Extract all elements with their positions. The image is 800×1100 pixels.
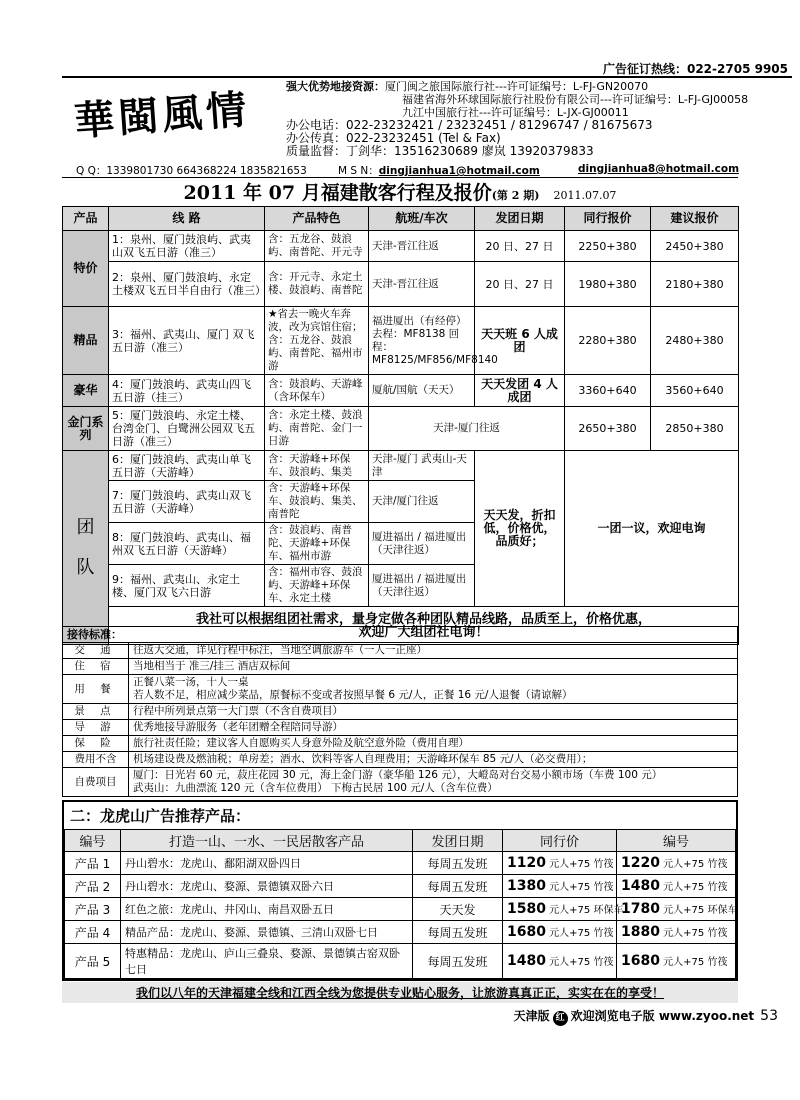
standard-value: 优秀地接导游服务（老年团赠全程陪同导游）: [129, 720, 738, 736]
agency-2: 福建省海外环球国际旅行社股份有限公司---许可证编号：L-FJ-GJ00058: [402, 93, 749, 106]
quality-supervision: 质量监督：丁剑华：13516230689 廖岚 13920379833: [286, 144, 594, 158]
product-name: 丹山碧水：龙虎山、婺源、景德镇双卧六日: [121, 875, 413, 898]
route-cell: 5：厦门鼓浪屿、永定土楼、台湾金门、白鹭洲公园双飞五日游（准三）: [109, 407, 265, 451]
peer-price-unit: 元人+75 竹筏: [549, 957, 614, 968]
page-title: [62, 177, 738, 205]
suggest-price: [617, 852, 736, 875]
col-header: 产品特色: [265, 207, 369, 231]
peer-price-value: 1380: [507, 878, 546, 894]
msn-email-2[interactable]: dingjianhua8@hotmail.com: [578, 163, 740, 175]
standard-row: [63, 720, 738, 736]
header-info: [286, 80, 796, 158]
standard-value: 往返大交通，详见行程中标注，当地空调旅游车（一人一正座）: [129, 643, 738, 659]
suggest-price: [617, 944, 736, 979]
route-cell: 3：福州、武夷山、厦门 双飞五日游（准三）: [109, 307, 265, 375]
agency-1: 厦门闽之旅国际旅行社---许可证编号：L-FJ-GN20070: [385, 80, 649, 93]
transport-cell: 天津-厦门往返: [369, 407, 565, 451]
red-badge-icon: 红: [553, 1011, 568, 1026]
footer: [514, 1007, 778, 1026]
feature-cell: 含：五龙谷、鼓浪屿、南普陀、开元寺: [265, 231, 369, 262]
category-jinmen: 金门系列: [63, 407, 109, 451]
title-text: 2011 年 07 月福建散客行程及报价: [183, 182, 492, 204]
feature-cell: 含：鼓浪屿、天游峰（含环保车）: [265, 375, 369, 407]
longhushan-section: [62, 800, 738, 981]
standard-row: [63, 643, 738, 659]
suggest-price-value: 1880: [621, 924, 660, 940]
suggest-price-value: 1780: [621, 901, 660, 917]
product-dates: 天天发: [413, 898, 503, 921]
peer-price: [503, 898, 624, 921]
peer-price-cell: 2280+380: [565, 307, 651, 375]
category-tejia: 特价: [63, 231, 109, 307]
feature-cell: 含：天游峰+环保车、鼓浪屿、集美、南普陀: [265, 481, 369, 523]
table-row: [63, 407, 739, 451]
standard-key: 住 宿: [63, 659, 129, 675]
product-no: 产品 4: [65, 921, 121, 944]
col-header: 线 路: [109, 207, 265, 231]
standard-row: [63, 736, 738, 752]
title-date: 2011.07.07: [553, 189, 617, 202]
qq-numbers: Q Q：1339801730 664368224 1835821653: [76, 165, 307, 177]
suggest-price-cell: 2480+380: [651, 307, 739, 375]
standard-line: 正餐八菜一汤，十人一桌: [133, 676, 249, 688]
table-row: [65, 898, 736, 921]
section-title: 二：龙虎山广告推荐产品：: [70, 807, 251, 825]
product-dates: 每周五发班: [413, 921, 503, 944]
peer-price-unit: 元人+75 竹筏: [549, 859, 614, 870]
standard-key: 导 游: [63, 720, 129, 736]
col-header: 发团日期: [413, 830, 503, 852]
footer-website[interactable]: 欢迎浏览电子版 www.zyoo.net: [570, 1009, 755, 1023]
standard-value: 当地相当于 准三/挂三 酒店双标间: [129, 659, 738, 675]
product-dates: 每周五发班: [413, 852, 503, 875]
date-cell: 20 日、27 日: [475, 231, 565, 262]
transport-cell: 福进厦出（有经停）去程：MF8138 回程：MF8125/MF856/MF8140: [369, 307, 475, 375]
longhushan-table: [64, 829, 736, 979]
issue-number: (第 2 期): [491, 189, 540, 202]
col-header: 航班/车次: [369, 207, 475, 231]
col-header: 打造一山、一水、一民居散客产品: [121, 830, 413, 852]
agency-3: 九江中国旅行社---许可证编号：L-JX-GJ00011: [402, 106, 629, 119]
resources-label: 强大优势地接资源：: [286, 80, 385, 93]
suggest-price-cell: 3560+640: [651, 375, 739, 407]
suggest-price: [617, 875, 736, 898]
product-name: 精品产品：龙虎山、婺源、景德镇、三清山双卧七日: [121, 921, 413, 944]
page-number: 53: [760, 1008, 778, 1024]
feature-cell: 含：鼓浪屿、南普陀、天游峰+环保车、福州市游: [265, 523, 369, 565]
suggest-price-value: 1220: [621, 855, 660, 871]
itinerary-table: [62, 206, 739, 645]
standard-value: 机场建设费及燃油税；单房差；酒水、饮料等客人自理费用；天游峰环保车 85 元/人（必交费用）；: [129, 752, 738, 768]
office-tel: 办公电话：022-23232421 / 23232451 / 81296747 / 81675673: [286, 118, 653, 132]
route-cell: 8：厦门鼓浪屿、武夷山、福州双飞五日游（天游峰）: [109, 523, 265, 565]
office-fax: 办公传真：022-23232451 (Tel & Fax): [286, 131, 501, 145]
product-dates: 每周五发班: [413, 944, 503, 979]
peer-price-value: 1580: [507, 901, 546, 917]
standard-line: 厦门：日光岩 60 元，菽庄花园 30 元，海上金门游（豪华船 126 元），大嶝岛对台交易小额市场（车费 100 元）: [133, 769, 663, 781]
route-cell: 9：福州、武夷山、永定土楼、厦门双飞六日游: [109, 565, 265, 607]
transport-cell: 厦航/国航（天天）: [369, 375, 475, 407]
product-no: 产品 3: [65, 898, 121, 921]
peer-price-cell: 2250+380: [565, 231, 651, 262]
standard-key: 交 通: [63, 643, 129, 659]
ad-hotline: 广告征订热线：022-2705 9905: [602, 62, 788, 76]
col-header: 编号: [65, 830, 121, 852]
col-header: 产品: [63, 207, 109, 231]
product-no: 产品 1: [65, 852, 121, 875]
transport-cell: 厦进福出 / 福进厦出（天津往返）: [369, 565, 475, 607]
standard-value: [129, 768, 738, 797]
suggest-price: [617, 921, 736, 944]
peer-price: [503, 875, 617, 898]
team-note-line-2: 欢迎广大组团社电询！: [358, 624, 489, 640]
standard-value: [129, 675, 738, 704]
suggest-price-cell: 2180+380: [651, 262, 739, 307]
col-header: 发团日期: [475, 207, 565, 231]
date-cell: 天天发团 4 人成团: [475, 375, 565, 407]
category-tuandui: 团 队: [63, 451, 109, 645]
table-row: [65, 921, 736, 944]
peer-price: [503, 921, 617, 944]
peer-price-value: 1120: [507, 855, 546, 871]
col-header: 建议报价: [651, 207, 739, 231]
standard-key: 用 餐: [63, 675, 129, 704]
contact-line: [76, 163, 740, 178]
route-cell: 1：泉州、厦门鼓浪屿、武夷山双飞五日游（准三）: [109, 231, 265, 262]
table-row: [63, 375, 739, 407]
table-row: [63, 231, 739, 262]
company-logo: 華閩風情: [72, 85, 252, 146]
suggest-price-unit: 元人+75 竹筏: [663, 882, 728, 893]
suggest-price-cell: 2850+380: [651, 407, 739, 451]
product-no: 产品 5: [65, 944, 121, 979]
standard-row: [63, 675, 738, 704]
transport-cell: 天津-厦门 武夷山-天津: [369, 451, 475, 481]
product-name: 丹山碧水：龙虎山、鄱阳湖双卧四日: [121, 852, 413, 875]
feature-cell: 含：天游峰+环保车、鼓浪屿、集美: [265, 451, 369, 481]
product-name: 特惠精品：龙虎山、庐山三叠泉、婺源、景德镇古窑双卧七日: [121, 944, 413, 979]
table-header-row: [63, 207, 739, 231]
peer-price-unit: 元人+75 竹筏: [549, 882, 614, 893]
feature-cell: ★省去一晚火车奔波，改为宾馆住宿；含：五龙谷、鼓浪屿、南普陀、福州市游: [265, 307, 369, 375]
suggest-price-value: 1480: [621, 878, 660, 894]
table-row: [65, 875, 736, 898]
suggest-price-value: 1680: [621, 953, 660, 969]
col-header: 同行报价: [565, 207, 651, 231]
col-header: 同行价: [503, 830, 617, 852]
standard-key: 自费项目: [63, 768, 129, 797]
standard-row: [63, 704, 738, 720]
standards-title: 接待标准：: [63, 627, 738, 643]
transport-cell: 天津/厦门往返: [369, 481, 475, 523]
feature-cell: 含：福州市容、鼓浪屿、天游峰+环保车、永定土楼: [265, 565, 369, 607]
table-row: [65, 852, 736, 875]
product-no: 产品 2: [65, 875, 121, 898]
peer-price-cell: 1980+380: [565, 262, 651, 307]
transport-cell: 天津-晋江往返: [369, 231, 475, 262]
header-rule: [62, 76, 792, 78]
team-note-line-1: 我社可以根据组团社需求，量身定做各种团队精品线路，品质至上，价格优惠，: [195, 611, 651, 627]
standard-key: 景 点: [63, 704, 129, 720]
team-price-cell: 一团一议，欢迎电询: [565, 451, 739, 607]
product-name: 红色之旅：龙虎山、井冈山、南昌双卧五日: [121, 898, 413, 921]
slogan-banner: 我们以八年的天津福建全线和江西全线为您提供专业贴心服务，让旅游真真正正，实实在在的享受！: [62, 982, 738, 1003]
table-row: [63, 262, 739, 307]
msn-email-1[interactable]: dingjianhua1@hotmail.com: [378, 165, 540, 177]
table-row: [65, 944, 736, 979]
standard-line: 若人数不足，相应减少菜品，原餐标不变或者按照早餐 6 元/人，正餐 16 元/人退餐（请谅解）: [133, 689, 573, 701]
suggest-price-unit: 元人+75 环保车: [663, 905, 738, 916]
peer-price-unit: 元人+75 环保车: [549, 905, 624, 916]
product-dates: 每周五发班: [413, 875, 503, 898]
standard-key: 保 险: [63, 736, 129, 752]
standard-row: [63, 659, 738, 675]
msn-label: M S N：: [338, 165, 379, 177]
date-cell: 天天班 6 人成团: [475, 307, 565, 375]
route-cell: 7：厦门鼓浪屿、武夷山双飞五日游（天游峰）: [109, 481, 265, 523]
peer-price-cell: 2650+380: [565, 407, 651, 451]
suggest-price: [617, 898, 736, 921]
transport-cell: 天津-晋江往返: [369, 262, 475, 307]
suggest-price-unit: 元人+75 竹筏: [663, 859, 728, 870]
peer-price-unit: 元人+75 竹筏: [549, 928, 614, 939]
transport-cell: 厦进福出 / 福进厦出（天津往返）: [369, 523, 475, 565]
standard-value: 行程中所列景点第一大门票（不含自费项目）: [129, 704, 738, 720]
standards-table: [62, 626, 738, 797]
table-header-row: [65, 830, 736, 852]
col-header: 编号: [617, 830, 736, 852]
category-haohua: 豪华: [63, 375, 109, 407]
peer-price-value: 1680: [507, 924, 546, 940]
date-cell: 20 日、27 日: [475, 262, 565, 307]
feature-cell: 含：永定土楼、鼓浪屿、南普陀、金门一日游: [265, 407, 369, 451]
table-row: [63, 451, 739, 481]
team-dates-cell: 天天发，折扣低，价格优，品质好；: [475, 451, 565, 607]
route-cell: 4：厦门鼓浪屿、武夷山四飞五日游（挂三）: [109, 375, 265, 407]
suggest-price-unit: 元人+75 竹筏: [663, 957, 728, 968]
standard-row: [63, 752, 738, 768]
standards-title-row: [63, 627, 738, 643]
standard-line: 武夷山：九曲漂流 120 元（含车位费用） 下梅古民居 100 元/人（含车位费）: [133, 782, 498, 794]
route-cell: 2：泉州、厦门鼓浪屿、永定土楼双飞五日半自由行（准三）: [109, 262, 265, 307]
peer-price-value: 1480: [507, 953, 546, 969]
suggest-price-cell: 2450+380: [651, 231, 739, 262]
table-row: [63, 307, 739, 375]
category-jingpin: 精品: [63, 307, 109, 375]
peer-price: [503, 944, 617, 979]
feature-cell: 含：开元寺、永定土楼、鼓浪屿、南普陀: [265, 262, 369, 307]
standard-value: 旅行社责任险；建议客人自愿购买人身意外险及航空意外险（费用自理）: [129, 736, 738, 752]
standard-key: 费用不含: [63, 752, 129, 768]
peer-price-cell: 3360+640: [565, 375, 651, 407]
edition-label: 天津版: [513, 1009, 550, 1023]
standard-row: [63, 768, 738, 797]
suggest-price-unit: 元人+75 竹筏: [663, 928, 728, 939]
peer-price: [503, 852, 617, 875]
route-cell: 6：厦门鼓浪屿、武夷山单飞五日游（天游峰）: [109, 451, 265, 481]
